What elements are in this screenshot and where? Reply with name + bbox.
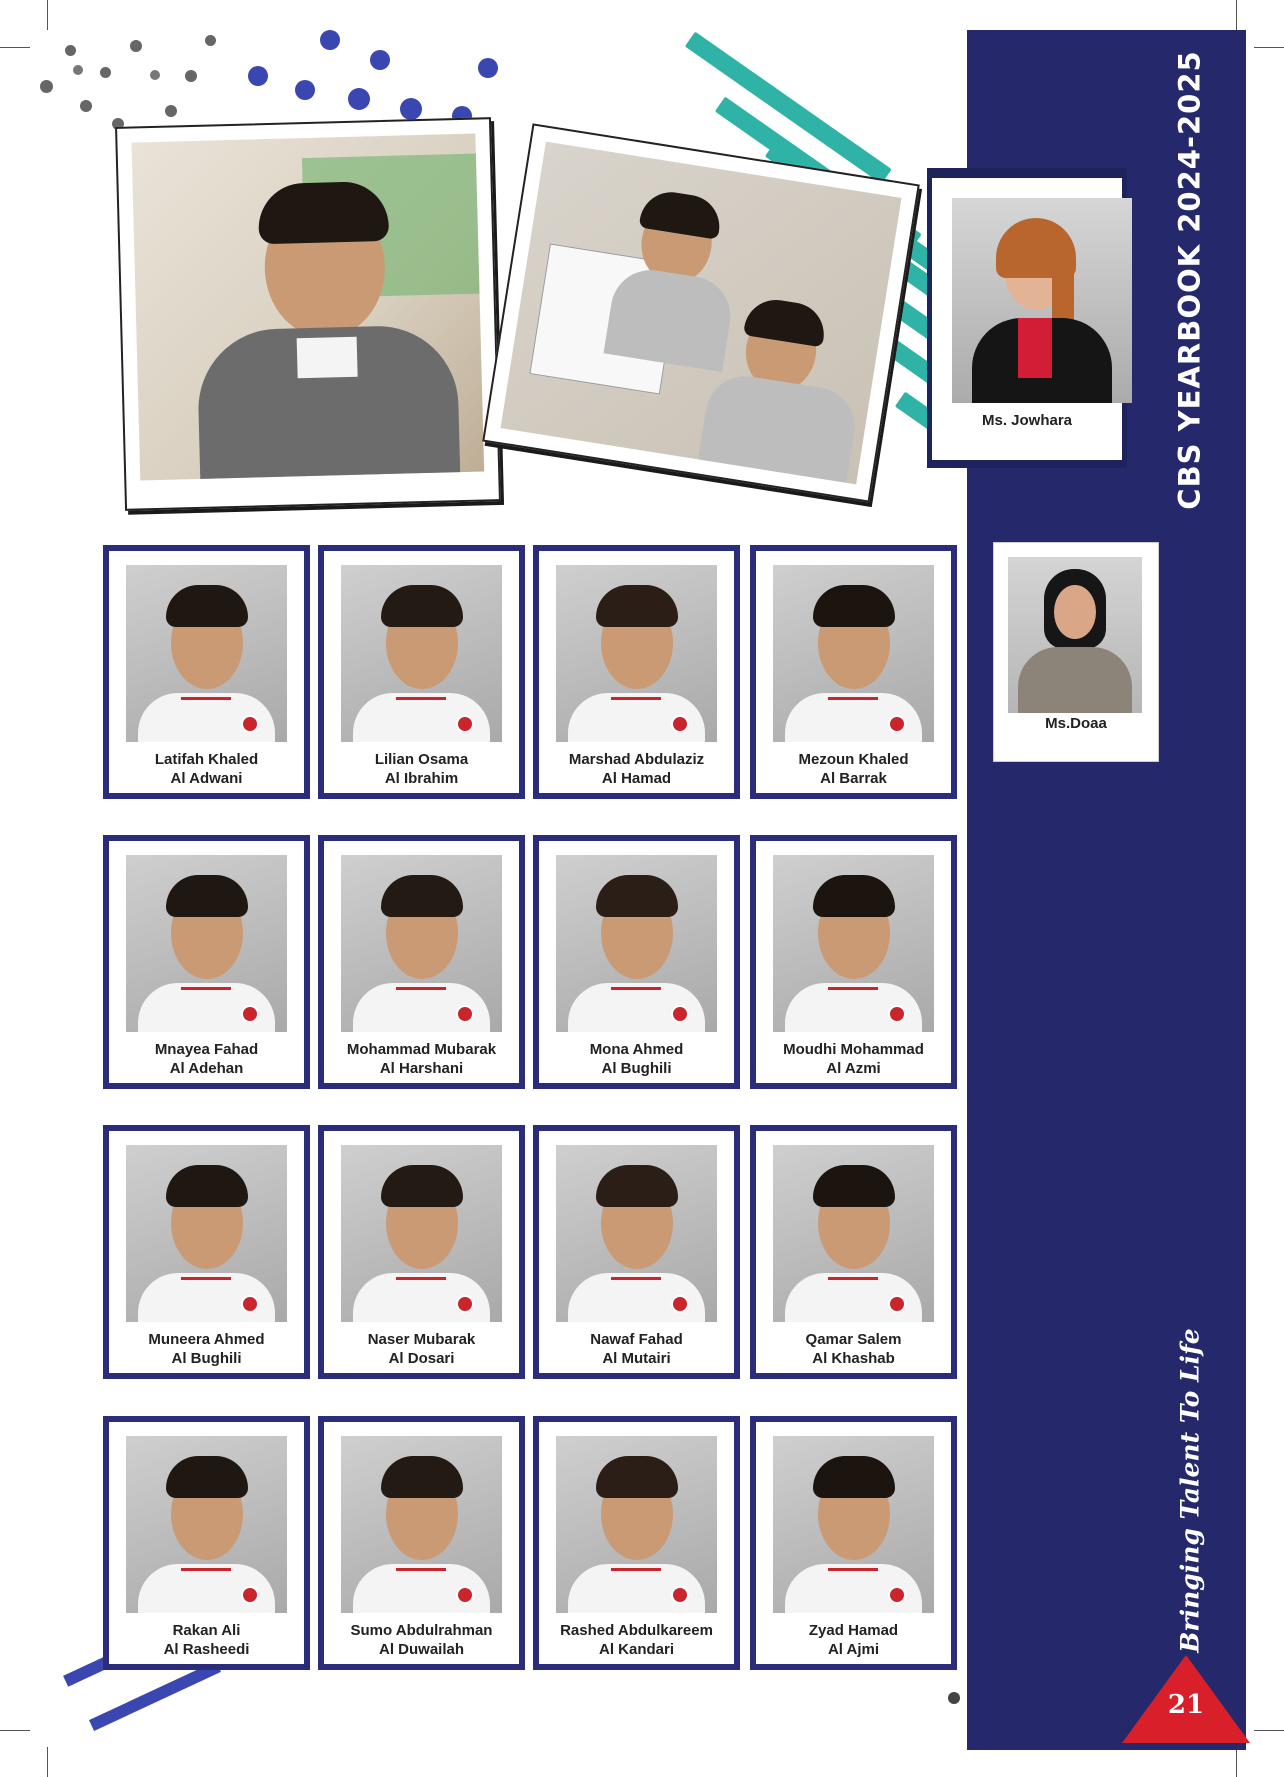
student-card — [533, 835, 740, 1089]
student-family-name: Al Hamad — [601, 770, 672, 787]
student-family-name: Al Kandari — [598, 1641, 674, 1658]
teacher-name: Ms. Jowhara — [981, 412, 1073, 429]
student-card — [103, 1125, 310, 1379]
student-photo — [126, 855, 287, 1032]
student-family-name: Al Barrak — [820, 770, 887, 787]
student-family-name: Al Mutairi — [602, 1350, 671, 1367]
student-family-name: Al Duwailah — [378, 1641, 464, 1658]
student-photo — [126, 565, 287, 742]
student-photo — [773, 1145, 934, 1322]
student-name — [539, 1330, 734, 1368]
student-first-name: Marshad Abdulaziz — [568, 751, 705, 768]
student-first-name: Muneera Ahmed — [148, 1331, 265, 1348]
student-photo — [556, 855, 717, 1032]
student-family-name: Al Harshani — [379, 1060, 464, 1077]
student-name — [756, 1621, 951, 1659]
teacher-card — [932, 178, 1122, 460]
student-first-name: Mona Ahmed — [589, 1041, 684, 1058]
crop-mark — [0, 47, 30, 48]
student-card — [318, 1416, 525, 1670]
crop-mark — [47, 0, 48, 30]
student-first-name: Rashed Abdulkareem — [560, 1622, 713, 1639]
crop-mark — [0, 1730, 30, 1731]
student-name — [324, 1040, 519, 1078]
student-photo — [556, 565, 717, 742]
student-first-name: Naser Mubarak — [367, 1331, 476, 1348]
crop-mark — [1254, 47, 1284, 48]
student-card — [103, 835, 310, 1089]
student-family-name: Al Adehan — [169, 1060, 244, 1077]
student-name — [324, 750, 519, 788]
student-first-name: Sumo Abdulrahman — [350, 1622, 493, 1639]
student-name — [756, 750, 951, 788]
student-first-name: Rakan Ali — [172, 1622, 241, 1639]
crop-mark — [1236, 1747, 1237, 1777]
student-photo — [126, 1145, 287, 1322]
student-first-name: Lilian Osama — [374, 751, 469, 768]
student-family-name: Al Bughili — [171, 1350, 242, 1367]
student-family-name: Al Ajmi — [827, 1641, 880, 1658]
student-name — [109, 1040, 304, 1078]
teacher-name: Ms.Doaa — [1045, 715, 1107, 732]
student-first-name: Zyad Hamad — [808, 1622, 899, 1639]
student-photo — [341, 855, 502, 1032]
student-name — [539, 750, 734, 788]
student-name — [109, 1330, 304, 1368]
student-card — [103, 1416, 310, 1670]
student-family-name: Al Khashab — [812, 1350, 895, 1367]
student-family-name: Al Ibrahim — [384, 770, 459, 787]
student-card — [533, 1416, 740, 1670]
student-card — [750, 545, 957, 799]
classroom-photo — [482, 123, 920, 502]
student-first-name: Mohammad Mubarak — [346, 1041, 497, 1058]
student-photo — [773, 855, 934, 1032]
student-photo — [556, 1436, 717, 1613]
crop-mark — [47, 1747, 48, 1777]
student-name — [756, 1330, 951, 1368]
student-first-name: Qamar Salem — [805, 1331, 902, 1348]
student-family-name: Al Rasheedi — [163, 1641, 250, 1658]
student-card — [318, 835, 525, 1089]
crop-mark — [1236, 0, 1237, 30]
student-photo — [556, 1145, 717, 1322]
student-first-name: Latifah Khaled — [154, 751, 259, 768]
student-photo — [341, 1436, 502, 1613]
student-photo — [341, 1145, 502, 1322]
student-first-name: Moudhi Mohammad — [783, 1041, 924, 1058]
student-card — [533, 545, 740, 799]
student-name — [324, 1621, 519, 1659]
student-card — [103, 545, 310, 799]
student-card — [318, 545, 525, 799]
student-name — [109, 1621, 304, 1659]
student-family-name: Al Dosari — [388, 1350, 455, 1367]
teacher-card — [993, 542, 1159, 762]
teacher-photo — [1008, 557, 1142, 713]
student-first-name: Nawaf Fahad — [590, 1331, 683, 1348]
yearbook-title: CBS YEARBOOK 2024-2025 — [1173, 50, 1207, 510]
student-family-name: Al Bughili — [601, 1060, 672, 1077]
student-family-name: Al Adwani — [170, 770, 243, 787]
student-card — [750, 835, 957, 1089]
student-card — [318, 1125, 525, 1379]
teacher-photo — [952, 198, 1132, 403]
student-card — [750, 1416, 957, 1670]
student-card — [750, 1125, 957, 1379]
student-name — [324, 1330, 519, 1368]
student-card — [533, 1125, 740, 1379]
student-first-name: Mezoun Khaled — [798, 751, 909, 768]
page-number: 21 — [1167, 1690, 1205, 1720]
crop-mark — [1254, 1730, 1284, 1731]
student-name — [756, 1040, 951, 1078]
student-photo — [773, 565, 934, 742]
student-photo — [773, 1436, 934, 1613]
student-name — [539, 1621, 734, 1659]
decor-stripe-bottom — [89, 1661, 221, 1731]
student-photo — [341, 565, 502, 742]
student-name — [539, 1040, 734, 1078]
tagline: Bringing Talent To Life — [1175, 1327, 1205, 1653]
student-photo — [126, 1436, 287, 1613]
student-name — [109, 750, 304, 788]
student-first-name: Mnayea Fahad — [154, 1041, 259, 1058]
classroom-photo — [115, 117, 501, 511]
student-family-name: Al Azmi — [826, 1060, 881, 1077]
